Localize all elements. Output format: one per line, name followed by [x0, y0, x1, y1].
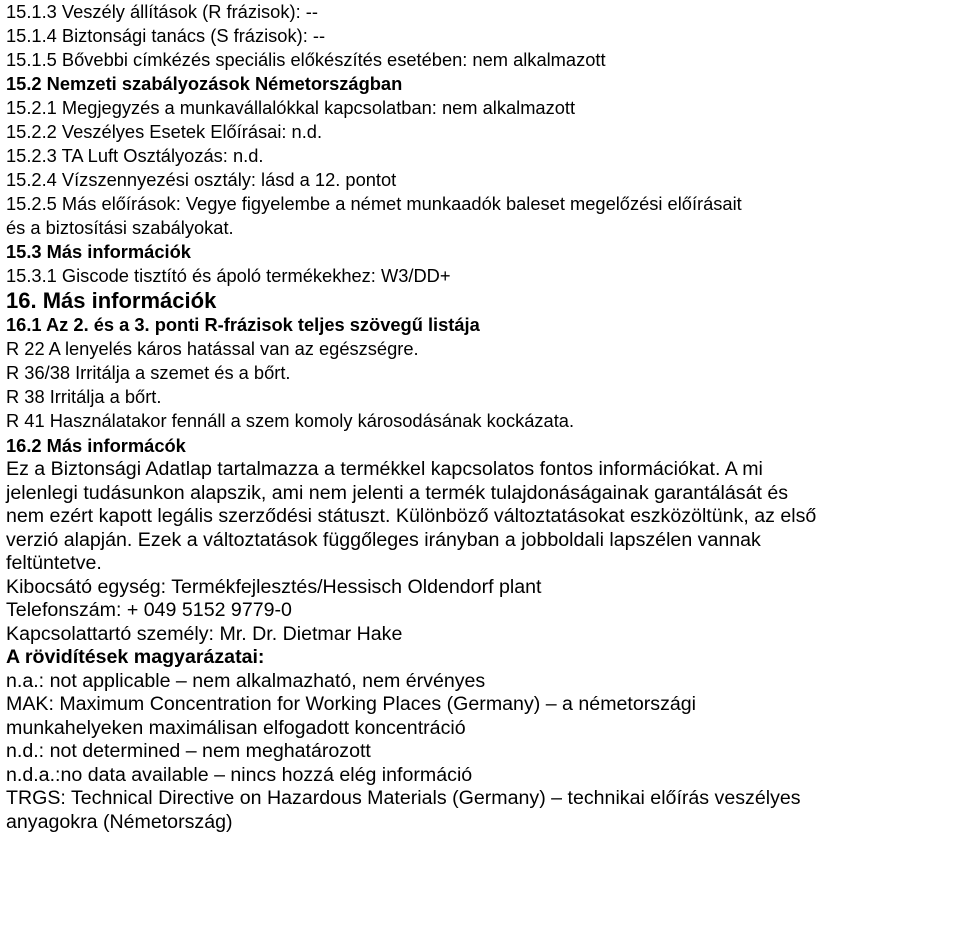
line-15-2-5-cont: és a biztosítási szabályokat. [6, 217, 234, 238]
line-15-1-5: 15.1.5 Bővebbi címkézés speciális előkészítés esetében: nem alkalmazott [6, 49, 606, 70]
heading-16-2: 16.2 Más informácók [6, 435, 186, 456]
line-15-2-5: 15.2.5 Más előírások: Vegye figyelembe a német munkaadók baleset megelőzési előírásait [6, 193, 742, 214]
issuer-line: Kibocsátó egység: Termékfejlesztés/Hessisch Oldendorf plant [6, 575, 542, 598]
r-phrase-line: R 41 Használatakor fennáll a szem komoly károsodásának kockázata. [6, 410, 575, 431]
line-15-2-4: 15.2.4 Vízszennyezési osztály: lásd a 12. pontot [6, 169, 397, 190]
line-15-1-4: 15.1.4 Biztonsági tanács (S frázisok): -- [6, 25, 326, 46]
abbreviation-line: munkahelyeken maximálisan elfogadott koncentráció [6, 716, 466, 739]
line-15-2-3: 15.2.3 TA Luft Osztályozás: n.d. [6, 145, 264, 166]
paragraph-line: jelenlegi tudásunkon alapszik, ami nem jelenti a termék tulajdonáságainak garantálását és [6, 481, 789, 504]
document-page [6, 0, 952, 834]
r-phrase-line: R 36/38 Irritálja a szemet és a bőrt. [6, 362, 291, 383]
r-phrase-line: R 38 Irritálja a bőrt. [6, 386, 162, 407]
contact-line: Kapcsolattartó személy: Mr. Dr. Dietmar Hake [6, 622, 403, 645]
heading-16: 16. Más információk [6, 288, 217, 313]
line-15-2-2: 15.2.2 Veszélyes Esetek Előírásai: n.d. [6, 121, 323, 142]
phone-line: Telefonszám: + 049 5152 9779-0 [6, 599, 292, 621]
paragraph-line: feltüntetve. [6, 552, 102, 574]
paragraph-line: Ez a Biztonsági Adatlap tartalmazza a termékkel kapcsolatos fontos információkat. A mi [6, 458, 763, 480]
line-15-3-1: 15.3.1 Giscode tisztító és ápoló termékekhez: W3/DD+ [6, 265, 451, 286]
abbreviation-line: n.d.a.:no data available – nincs hozzá elég információ [6, 763, 473, 786]
abbreviation-line: n.d.: not determined – nem meghatározott [6, 740, 371, 762]
line-15-1-3: 15.1.3 Veszély állítások (R frázisok): -- [6, 1, 318, 22]
abbreviation-line: MAK: Maximum Concentration for Working Places (Germany) – a németországi [6, 693, 697, 715]
abbreviation-line: n.a.: not applicable – nem alkalmazható, nem érvényes [6, 669, 486, 692]
abbreviation-line: anyagokra (Németország) [6, 810, 233, 833]
r-phrase-line: R 22 A lenyelés káros hatással van az egészségre. [6, 338, 419, 359]
heading-16-1: 16.1 Az 2. és a 3. ponti R-frázisok teljes szövegű listája [6, 314, 480, 335]
abbreviation-line: TRGS: Technical Directive on Hazardous Materials (Germany) – technikai előírás veszélyes [6, 787, 801, 809]
heading-15-3: 15.3 Más információk [6, 241, 191, 262]
line-15-2-1: 15.2.1 Megjegyzés a munkavállalókkal kapcsolatban: nem alkalmazott [6, 97, 576, 118]
paragraph-line: verzió alapján. Ezek a változtatások függőleges irányban a jobboldali lapszélen vannak [6, 528, 761, 551]
abbreviations-heading: A rövidítések magyarázatai: [6, 646, 265, 668]
heading-15-2: 15.2 Nemzeti szabályozások Németországban [6, 73, 403, 94]
paragraph-line: nem ezért kapott legális szerződési státuszt. Különböző változtatásokat eszközöltünk, az első [6, 505, 817, 527]
